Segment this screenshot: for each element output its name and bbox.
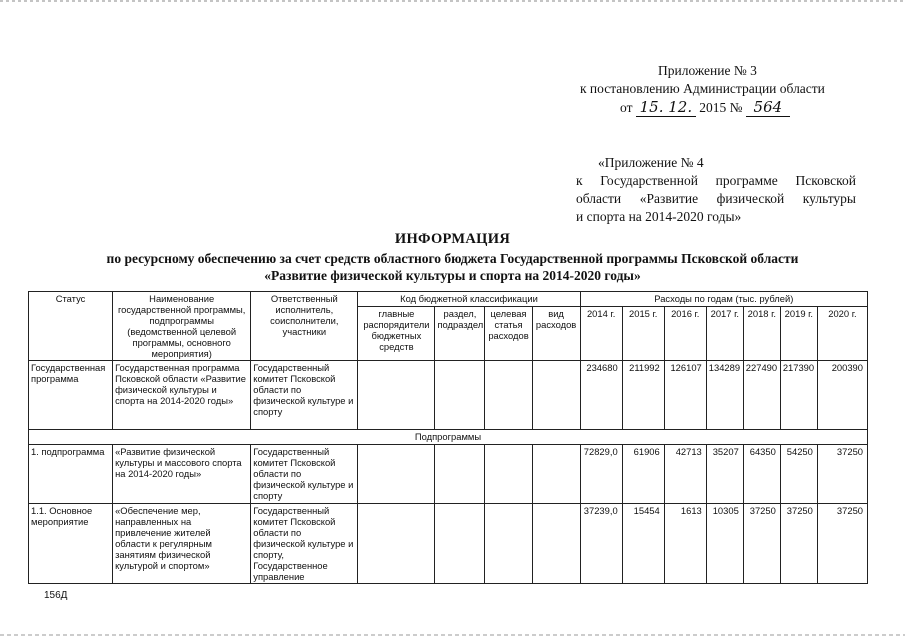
row-status: 1.1. Основное мероприятие <box>29 504 113 584</box>
header-year: 2015 г. <box>622 307 664 361</box>
row-status: Государственная программа <box>29 361 113 430</box>
table-row <box>29 445 868 504</box>
document-heading: ИНФОРМАЦИЯ <box>394 231 511 247</box>
footer-code: 156Д <box>44 590 68 601</box>
header-name: Наименование государственной программы, подпрограммы (ведомственной целевой программы, основного мероприятия) <box>113 292 251 361</box>
header-year: 2020 г. <box>817 307 867 361</box>
table-row <box>29 361 868 430</box>
row-executor: Государственный комитет Псковской области по физической культуре и спорту, Государственное управление <box>251 504 358 584</box>
appendix-3-date-line <box>580 98 856 117</box>
row-value: 35207 <box>706 445 743 504</box>
header-year: 2019 г. <box>780 307 817 361</box>
header-budget-target: целевая статья расходов <box>485 307 532 361</box>
row-value: 61906 <box>622 445 664 504</box>
row-budget-section <box>435 361 485 430</box>
handwritten-date: 15. 12. <box>636 98 696 117</box>
row-executor: Государственный комитет Псковской области по физической культуре и спорту <box>251 445 358 504</box>
header-expenses: Расходы по годам (тыс. рублей) <box>580 292 867 307</box>
row-budget-target <box>485 504 532 584</box>
row-value: 72829,0 <box>580 445 622 504</box>
row-budget-section <box>435 504 485 584</box>
header-year: 2014 г. <box>580 307 622 361</box>
scan-edge-bottom <box>0 634 905 636</box>
subprograms-row <box>29 430 868 445</box>
appendix-3-decree: к постановлению Администрации области <box>580 81 825 96</box>
row-value: 211992 <box>622 361 664 430</box>
row-value: 15454 <box>622 504 664 584</box>
header-row-1 <box>29 292 868 307</box>
row-budget-main <box>358 504 435 584</box>
scan-edge-top <box>0 0 905 2</box>
row-value: 10305 <box>706 504 743 584</box>
row-value: 200390 <box>817 361 867 430</box>
appendix-3-block <box>580 62 856 117</box>
row-budget-main <box>358 445 435 504</box>
row-value: 42713 <box>664 445 706 504</box>
appendix-4-block <box>576 154 856 226</box>
header-budget-main: главные распорядители бюджетных средств <box>358 307 435 361</box>
row-status: 1. подпрограмма <box>29 445 113 504</box>
row-value: 134289 <box>706 361 743 430</box>
header-year: 2018 г. <box>743 307 780 361</box>
row-value: 37239,0 <box>580 504 622 584</box>
handwritten-number: 564 <box>746 98 790 117</box>
row-value: 37250 <box>780 504 817 584</box>
row-value: 234680 <box>580 361 622 430</box>
header-executor: Ответственный исполнитель, соисполнители, участники <box>251 292 358 361</box>
row-value: 227490 <box>743 361 780 430</box>
row-name: «Развитие физической культуры и массового спорта на 2014-2020 годы» <box>113 445 251 504</box>
row-executor: Государственный комитет Псковской области по физической культуре и спорту <box>251 361 358 430</box>
appendix-4-line-2: к Государственной программе Псковской <box>576 173 856 188</box>
header-budget-type: вид расходов <box>532 307 580 361</box>
row-name: «Обеспечение мер, направленных на привлечение жителей области к регулярным занятиям физической культурой и спортом» <box>113 504 251 584</box>
row-budget-type <box>532 504 580 584</box>
row-value: 1613 <box>664 504 706 584</box>
from-label: от <box>620 100 633 115</box>
appendix-3-title: Приложение № 3 <box>658 63 757 78</box>
row-budget-type <box>532 361 580 430</box>
row-budget-target <box>485 445 532 504</box>
header-year: 2017 г. <box>706 307 743 361</box>
row-value: 64350 <box>743 445 780 504</box>
row-budget-type <box>532 445 580 504</box>
row-name: Государственная программа Псковской области «Развитие физической культуры и спорта на 2014-2020 годы» <box>113 361 251 430</box>
header-year: 2016 г. <box>664 307 706 361</box>
appendix-4-line-4: и спорта на 2014-2020 годы» <box>576 209 742 224</box>
header-status: Статус <box>29 292 113 361</box>
row-value: 37250 <box>743 504 780 584</box>
row-budget-main <box>358 361 435 430</box>
row-value: 37250 <box>817 504 867 584</box>
document-subtitle: по ресурсному обеспечению за счет средств областного бюджета Государственной программы Псковской области <box>106 251 799 266</box>
row-budget-section <box>435 445 485 504</box>
resource-table <box>28 291 868 584</box>
table-row <box>29 504 868 584</box>
row-budget-target <box>485 361 532 430</box>
row-value: 126107 <box>664 361 706 430</box>
year-text: 2015 № <box>699 100 743 115</box>
appendix-4-title: «Приложение № 4 <box>598 155 704 170</box>
subprograms-label: Подпрограммы <box>29 430 868 445</box>
header-budget-code: Код бюджетной классификации <box>358 292 580 307</box>
document-program-name: «Развитие физической культуры и спорта на 2014-2020 годы» <box>264 268 641 283</box>
appendix-4-line-3: области «Развитие физической культуры <box>576 191 856 206</box>
row-value: 37250 <box>817 445 867 504</box>
row-value: 217390 <box>780 361 817 430</box>
header-budget-section: раздел, подраздел <box>435 307 485 361</box>
row-value: 54250 <box>780 445 817 504</box>
